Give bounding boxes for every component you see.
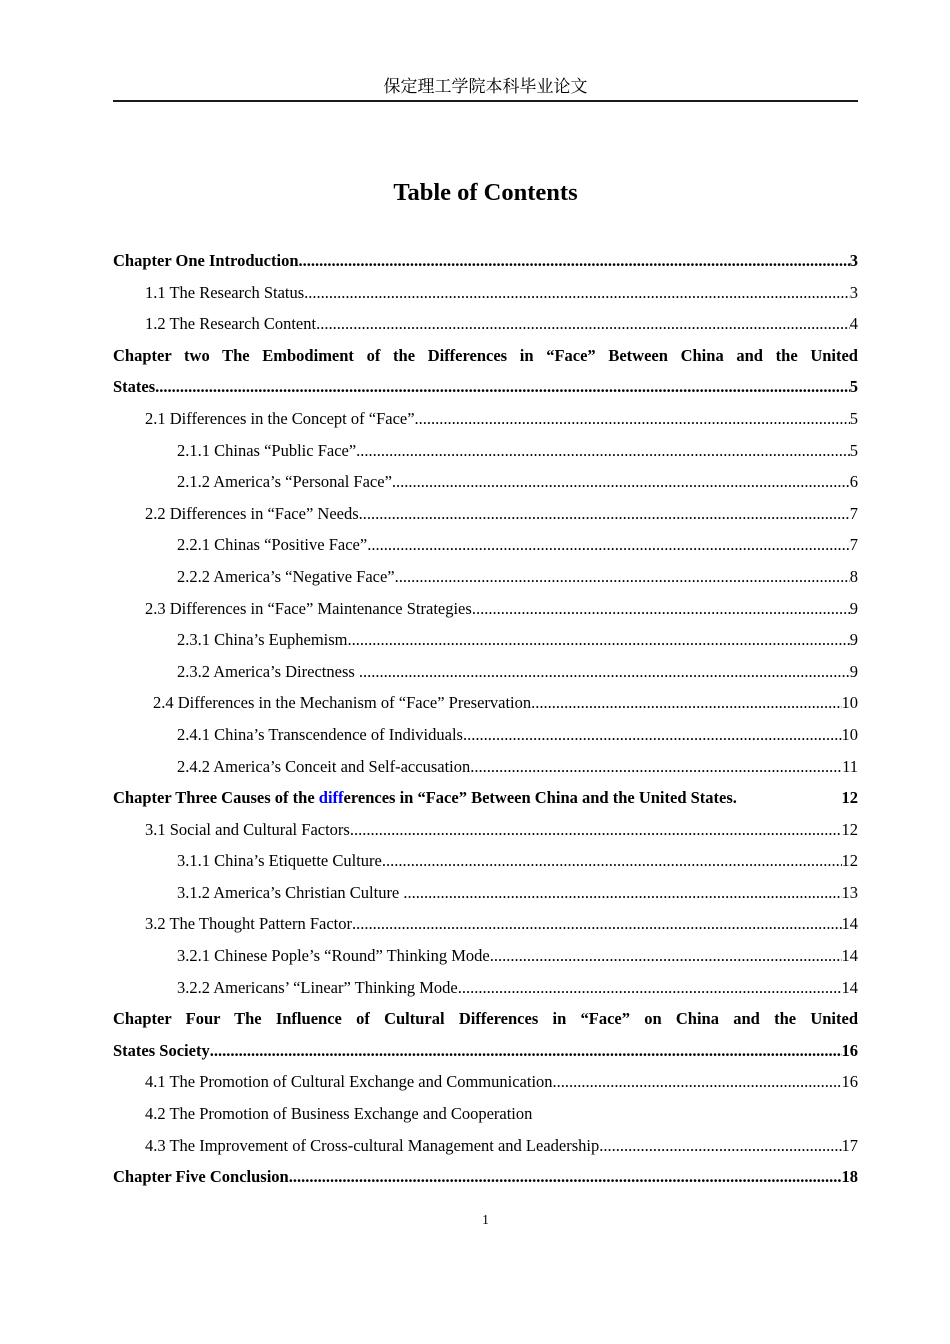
toc-entry-text: Chapter two The Embodiment of the Differences in “Face” Between China and the United	[113, 345, 858, 365]
dot-leader	[382, 845, 842, 877]
dot-leader	[458, 972, 842, 1004]
toc-entry-text: 2.2.2 America’s “Negative Face”	[177, 566, 395, 586]
dot-leader	[367, 529, 850, 561]
dot-leader	[352, 908, 842, 940]
toc-rows	[113, 245, 858, 1193]
toc-entry-text: Chapter One Introduction	[113, 251, 299, 270]
toc-page-number: 14	[841, 914, 858, 934]
toc-row	[113, 435, 858, 467]
toc-entry-text: 4.3 The Improvement of Cross-cultural Management and Leadership	[145, 1135, 600, 1155]
dot-leader	[289, 1161, 842, 1193]
page-number-footer	[113, 1212, 858, 1228]
toc-entry-text: 3.1 Social and Cultural Factors	[145, 819, 350, 839]
toc-page-number: 5	[849, 377, 858, 397]
toc-entry-text: States	[113, 377, 156, 397]
toc-row	[113, 1003, 858, 1035]
toc-page-number: 14	[841, 946, 858, 966]
toc-row	[113, 656, 858, 688]
toc-entry-text: Chapter Three Causes of the differences in “Face” Between China and the United States.	[113, 788, 737, 808]
toc-row	[113, 403, 858, 435]
toc-page-number: 14	[841, 977, 858, 997]
toc-row	[113, 1161, 858, 1193]
toc-page-number: 3	[849, 282, 858, 302]
toc-entry-text: 2.3 Differences in “Face” Maintenance Strategies	[145, 598, 472, 618]
toc-entry-text: 2.2.1 Chinas “Positive Face”	[177, 535, 368, 555]
toc-entry-text: 3.2.1 Chinese Pople’s “Round” Thinking Mode	[177, 946, 490, 966]
dot-leader	[304, 277, 850, 309]
toc-page-number: 5	[849, 408, 858, 428]
toc-page-number: 8	[849, 566, 858, 586]
toc-row	[113, 719, 858, 751]
toc-page-number: 12	[841, 819, 858, 839]
toc-page-number: 6	[849, 472, 858, 492]
toc-entry-text: Chapter Four The Influence of Cultural Differences in “Face” on China and the United	[113, 1009, 858, 1029]
page-header	[113, 0, 858, 102]
dot-leader	[350, 814, 842, 846]
toc-row	[113, 1066, 858, 1098]
toc-entry-text: 2.4.1 China’s Transcendence of Individuals	[177, 724, 463, 744]
page-title: Table of Contents	[393, 179, 578, 206]
toc-page-number: 5	[849, 440, 858, 460]
toc-row	[113, 908, 858, 940]
toc-row	[113, 845, 858, 877]
dot-leader	[210, 1035, 842, 1067]
toc-entry-text: 4.1 The Promotion of Cultural Exchange and Communication	[145, 1072, 553, 1092]
toc-page-number: 10	[841, 724, 858, 744]
toc-row	[113, 972, 858, 1004]
toc-page-number: 9	[849, 598, 858, 618]
toc-page-number: 12	[841, 788, 858, 808]
toc-page-number: 10	[841, 693, 858, 713]
toc-page-number: 11	[842, 756, 858, 776]
dot-leader	[359, 498, 850, 530]
toc-page-number: 12	[841, 851, 858, 871]
toc-row	[113, 687, 858, 719]
dot-leader	[470, 751, 842, 783]
dot-leader	[599, 1130, 841, 1162]
toc-row	[113, 340, 858, 372]
toc-row	[113, 593, 858, 625]
dot-leader	[553, 1066, 842, 1098]
toc-entry-text: 1.1 The Research Status	[145, 282, 305, 302]
dot-leader	[395, 561, 850, 593]
toc-row	[113, 529, 858, 561]
toc-page-number: 9	[849, 661, 858, 681]
toc-page-number: 7	[849, 503, 858, 523]
toc-entry-text: 2.1.2 America’s “Personal Face”	[177, 472, 392, 492]
dot-leader	[316, 308, 850, 340]
toc-page-number: 16	[841, 1040, 858, 1060]
toc-row	[113, 371, 858, 403]
footer-page-number: 1	[482, 1211, 489, 1227]
toc-entry-text: 4.2 The Promotion of Business Exchange and Cooperation	[145, 1104, 533, 1124]
toc-entry-text: 2.4 Differences in the Mechanism of “Face” Preservation	[153, 693, 532, 713]
toc-page-number: 13	[841, 882, 858, 902]
toc-row	[113, 498, 858, 530]
highlighted-text: diff	[318, 788, 344, 808]
toc-row	[113, 782, 858, 814]
dot-leader	[348, 624, 850, 656]
toc-row	[113, 940, 858, 972]
toc-entry-text: 1.2 The Research Content	[145, 314, 317, 334]
toc-page-number: 16	[841, 1072, 858, 1092]
toc-row	[113, 308, 858, 340]
toc-row	[113, 1130, 858, 1162]
toc-entry-text: Chapter Five Conclusion	[113, 1167, 289, 1187]
toc-entry-text: 2.3.2 America’s Directness	[177, 661, 359, 681]
dot-leader	[531, 687, 841, 719]
toc-entry-text: 2.2 Differences in “Face” Needs	[145, 503, 359, 523]
header-text: 保定理工学院本科毕业论文	[383, 77, 588, 96]
dot-leader	[155, 371, 850, 403]
toc-row	[113, 245, 858, 277]
toc-entry-text: 2.4.2 America’s Conceit and Self-accusation	[177, 756, 471, 776]
toc-row	[113, 1035, 858, 1067]
dot-leader	[392, 466, 850, 498]
toc-page-number: 9	[849, 630, 858, 650]
dot-leader	[359, 656, 850, 688]
toc-entry-text: 3.1.2 America’s Christian Culture	[177, 882, 404, 902]
toc-entry-text: 2.3.1 China’s Euphemism	[177, 630, 348, 650]
toc-entry-text: 3.2 The Thought Pattern Factor	[145, 914, 352, 934]
dot-leader	[299, 245, 850, 277]
dot-leader	[415, 403, 850, 435]
toc-entry-text: 2.1 Differences in the Concept of “Face”	[145, 408, 415, 428]
toc-page-number: 17	[841, 1135, 858, 1155]
toc-row	[113, 814, 858, 846]
toc-entry-text: States Society	[113, 1040, 210, 1060]
toc-row	[113, 877, 858, 909]
toc-row	[113, 277, 858, 309]
toc-row	[113, 751, 858, 783]
dot-leader	[403, 877, 841, 909]
toc-page-number: 4	[849, 314, 858, 334]
dot-leader	[490, 940, 842, 972]
toc-page-number: 7	[849, 535, 858, 555]
toc-entry-text: 3.2.2 Americans’ “Linear” Thinking Mode	[177, 977, 458, 997]
toc-page-number: 3	[849, 251, 858, 270]
table-of-contents	[113, 245, 858, 1193]
toc-entry-text: 2.1.1 Chinas “Public Face”	[177, 440, 357, 460]
dot-leader	[463, 719, 842, 751]
toc-row	[113, 561, 858, 593]
toc-page-number: 18	[841, 1167, 858, 1187]
toc-entry-text: 3.1.1 China’s Etiquette Culture	[177, 851, 382, 871]
dot-leader	[356, 435, 850, 467]
toc-row	[113, 624, 858, 656]
toc-row	[113, 1098, 858, 1130]
toc-row	[113, 466, 858, 498]
dot-leader	[472, 593, 850, 625]
